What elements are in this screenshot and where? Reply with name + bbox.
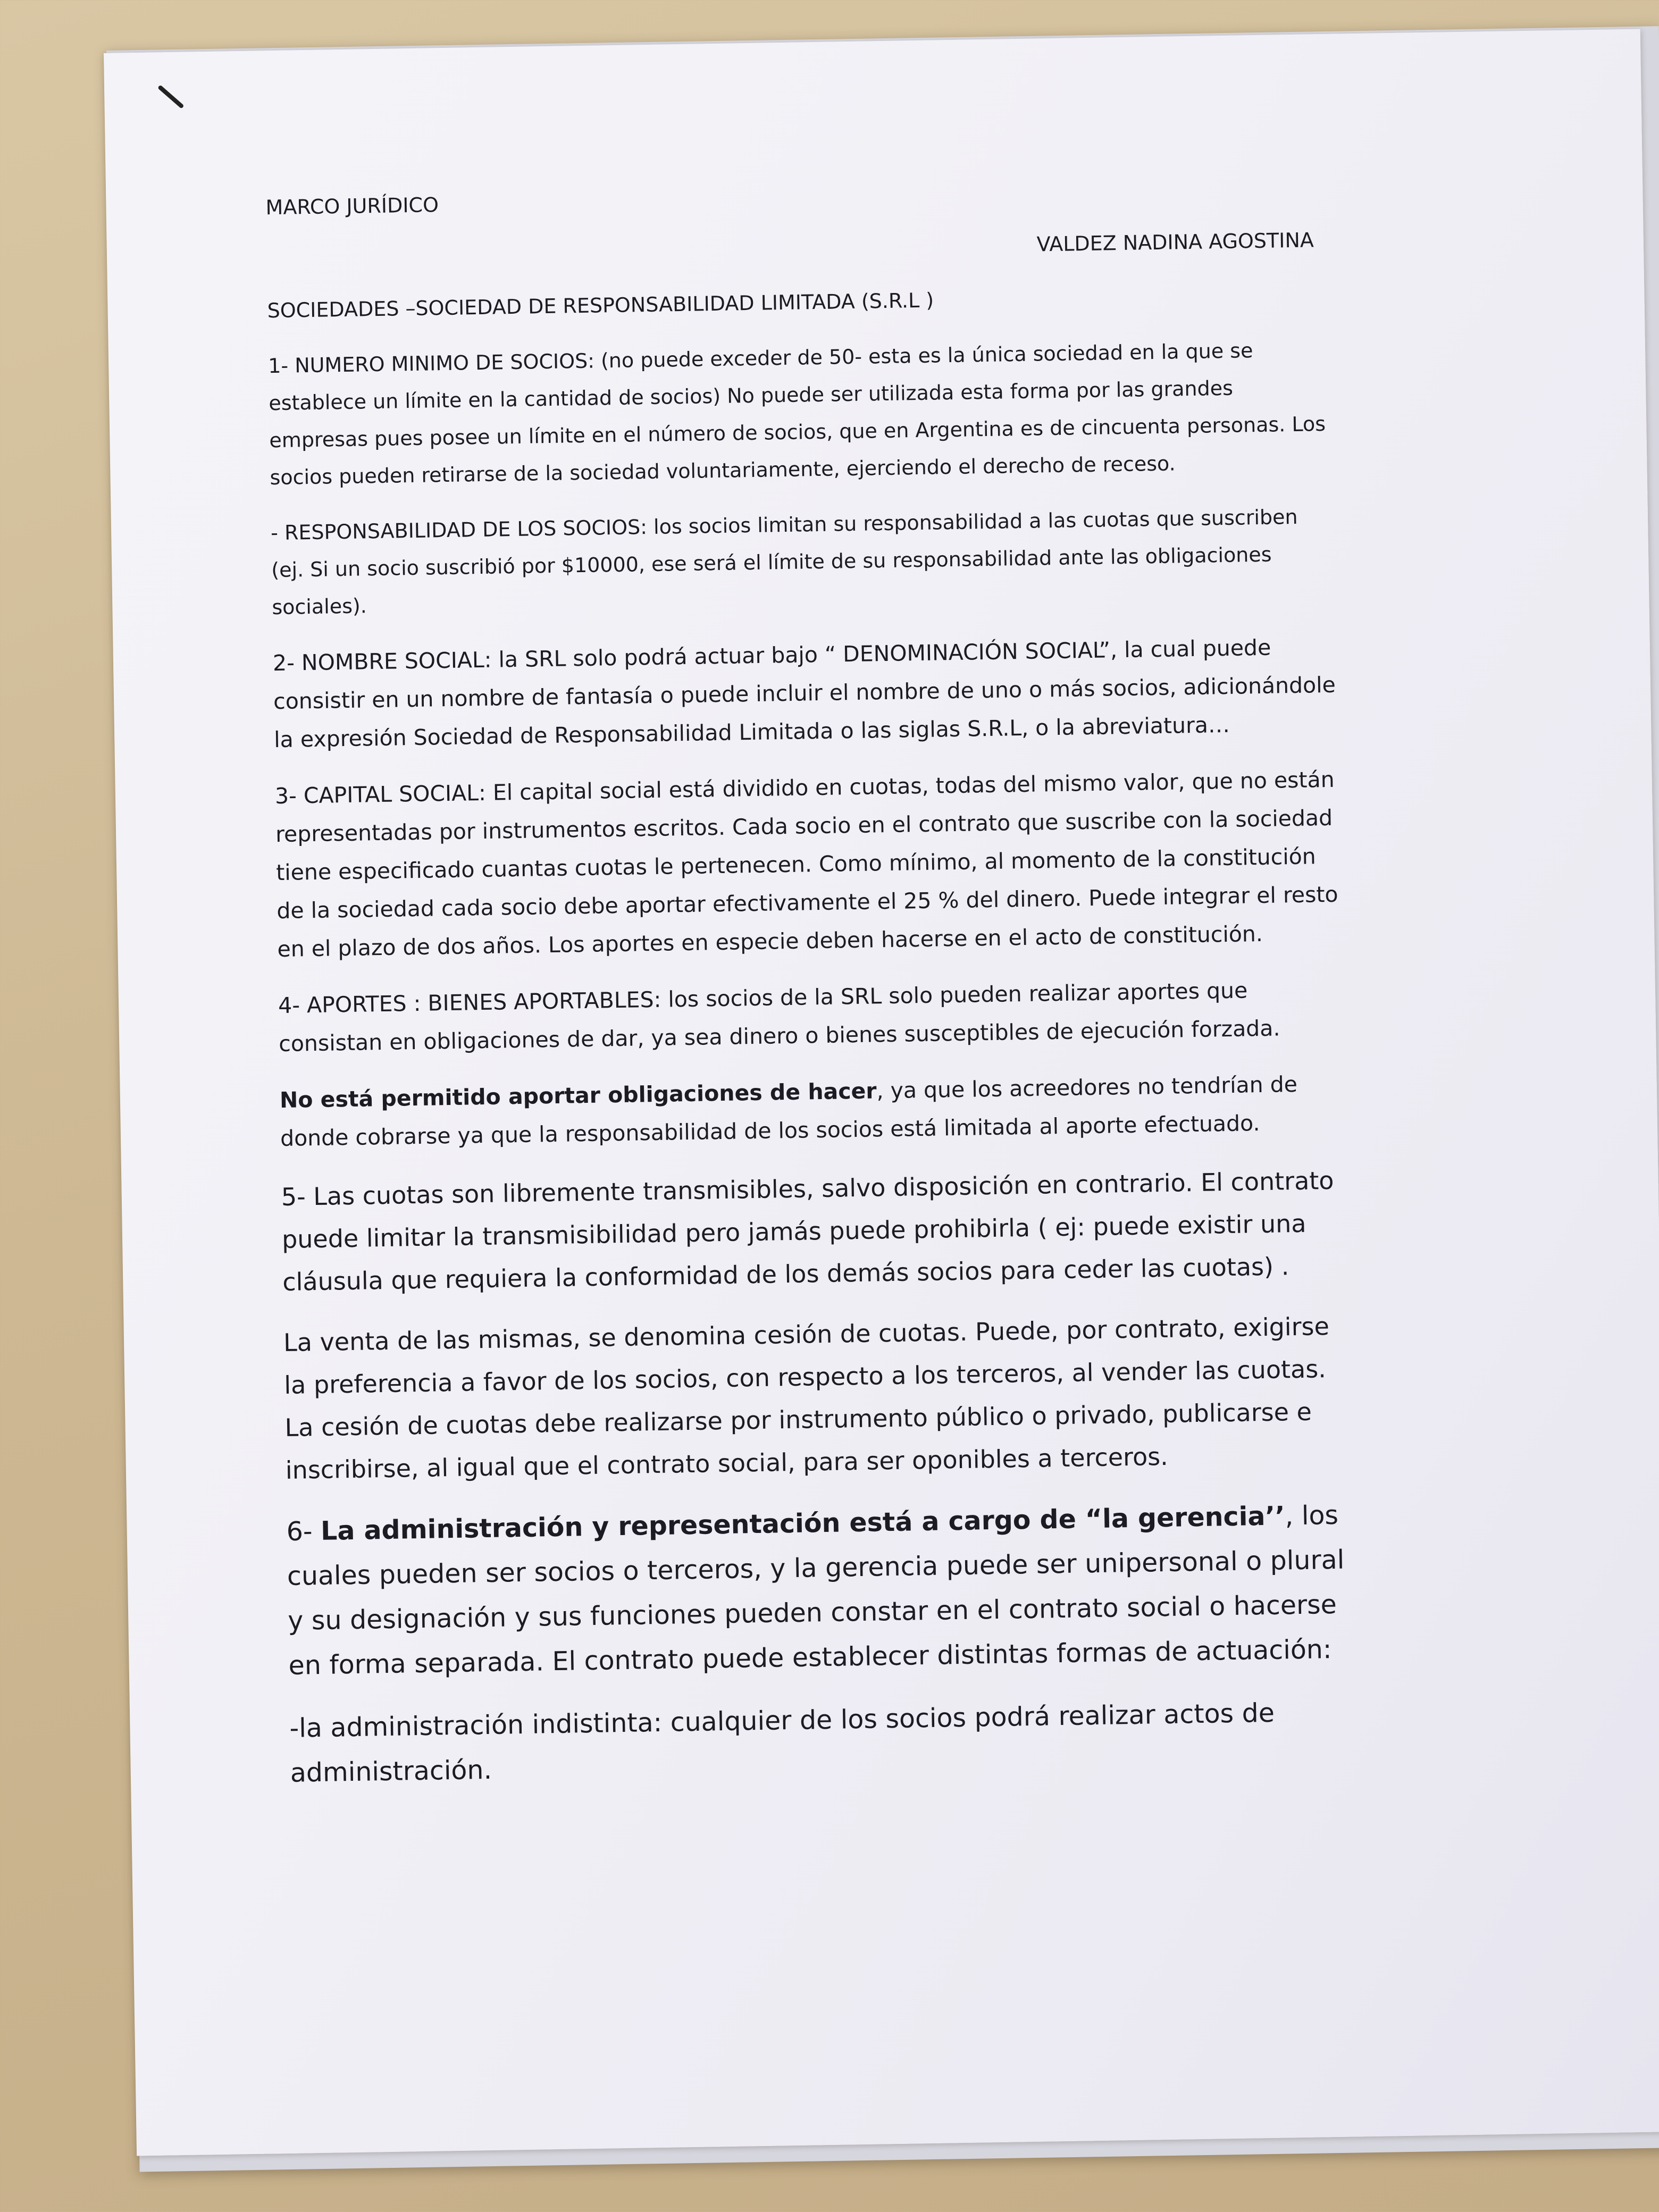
paragraph-text: , los cuales pueden ser socios o terceros, y la gerencia puede ser unipersonal o plural y su designación y sus funciones pueden constar en el contrato social o hacerse en forma separada. El contrato puede establecer distintas formas de actuación: [287, 1499, 1345, 1681]
paragraph-nombre-social: 2- NOMBRE SOCIAL: la SRL solo podrá actuar bajo “ DENOMINACIÓN SOCIAL”, la cual puede consistir en un nombre de fantasía o puede incluir el nombre de uno o más socios, adicionándole la expresión Sociedad de Responsabilidad Limitada o las siglas S.R.L, o la abreviatura… [272, 634, 1336, 753]
paragraph-cesion-cuotas: La venta de las mismas, se denomina cesión de cuotas. Puede, por contrato, exigirse la preferencia a favor de los socios, con respecto a los terceros, al vender las cuotas. La cesión de cuotas debe realizarse por instrumento público o privado, publicarse e inscribirse, al igual que el contrato social, para ser oponibles a terceros. [283, 1312, 1330, 1485]
paragraph-numero-minimo-socios: 1- NUMERO MINIMO DE SOCIOS: (no puede exceder de 50- esta es la única sociedad en la que se establece un límite en la cantidad de socios) No puede ser utilizada esta forma por las grandes empresas pues posee un límite en el número de socios, que en Argentina es de cincuenta personas. Los socios pueden retirarse de la sociedad voluntariamente, ejerciendo el derecho de receso. [267, 339, 1326, 490]
paragraph-administracion-indistinta: -la administración indistinta: cualquier de los socios podrá realizar actos de administración. [289, 1697, 1275, 1788]
bold-phrase: No está permitido aportar obligaciones de hacer [279, 1078, 877, 1113]
paragraph-obligaciones-hacer [279, 1065, 1344, 1158]
header-title: MARCO JURÍDICO [265, 193, 439, 220]
bold-phrase: La administración y representación está a cargo de “la gerencia’’ [320, 1501, 1286, 1546]
author-name: VALDEZ NADINA AGOSTINA [1036, 228, 1314, 256]
document-body [265, 172, 1354, 1814]
paragraph-text: , ya que los acreedores no tendrían de donde cobrarse ya que la responsabilidad de los socios está limitada al aporte efectuado. [280, 1071, 1298, 1152]
paragraph-capital-social: 3- CAPITAL SOCIAL: El capital social está dividido en cuotas, todas del mismo valor, que no están representadas por instrumentos escritos. Cada socio en el contrato que suscribe con la sociedad tiene especificado cuantas cuotas le pertenecen. Como mínimo, al momento de la constitución de la sociedad cada socio debe aportar efectivamente el 25 % del dinero. Puede integrar el resto en el plazo de dos años. Los aportes en especie deben hacerse en el acto de constitución. [274, 766, 1338, 962]
document-subtitle: SOCIEDADES –SOCIEDAD DE RESPONSABILIDAD LIMITADA (S.R.L ) [267, 288, 934, 323]
paragraph-responsabilidad-socios: - RESPONSABILIDAD DE LOS SOCIOS: los socios limitan su responsabilidad a las cuotas que suscriben (ej. Si un socio suscribió por $10000, ese será el límite de su responsabilidad ante las obligaciones sociales). [270, 505, 1298, 619]
document-page [104, 29, 1659, 2156]
pen-mark [157, 85, 184, 108]
paragraph-cuotas-transmisibles: 5- Las cuotas son libremente transmisibles, salvo disposición en contrario. El contrato puede limitar la transmisibilidad pero jamás puede prohibirla ( ej: puede existir una cláusula que requiera la conformidad de los demás socios para ceder las cuotas) . [281, 1166, 1334, 1296]
paragraph-aportes: 4- APORTES : BIENES APORTABLES: los socios de la SRL solo pueden realizar aportes que consistan en obligaciones de dar, ya sea dinero o bienes susceptibles de ejecución forzada. [278, 977, 1280, 1057]
paragraph-gerencia [286, 1493, 1352, 1688]
paragraph-number: 6- [286, 1515, 321, 1547]
